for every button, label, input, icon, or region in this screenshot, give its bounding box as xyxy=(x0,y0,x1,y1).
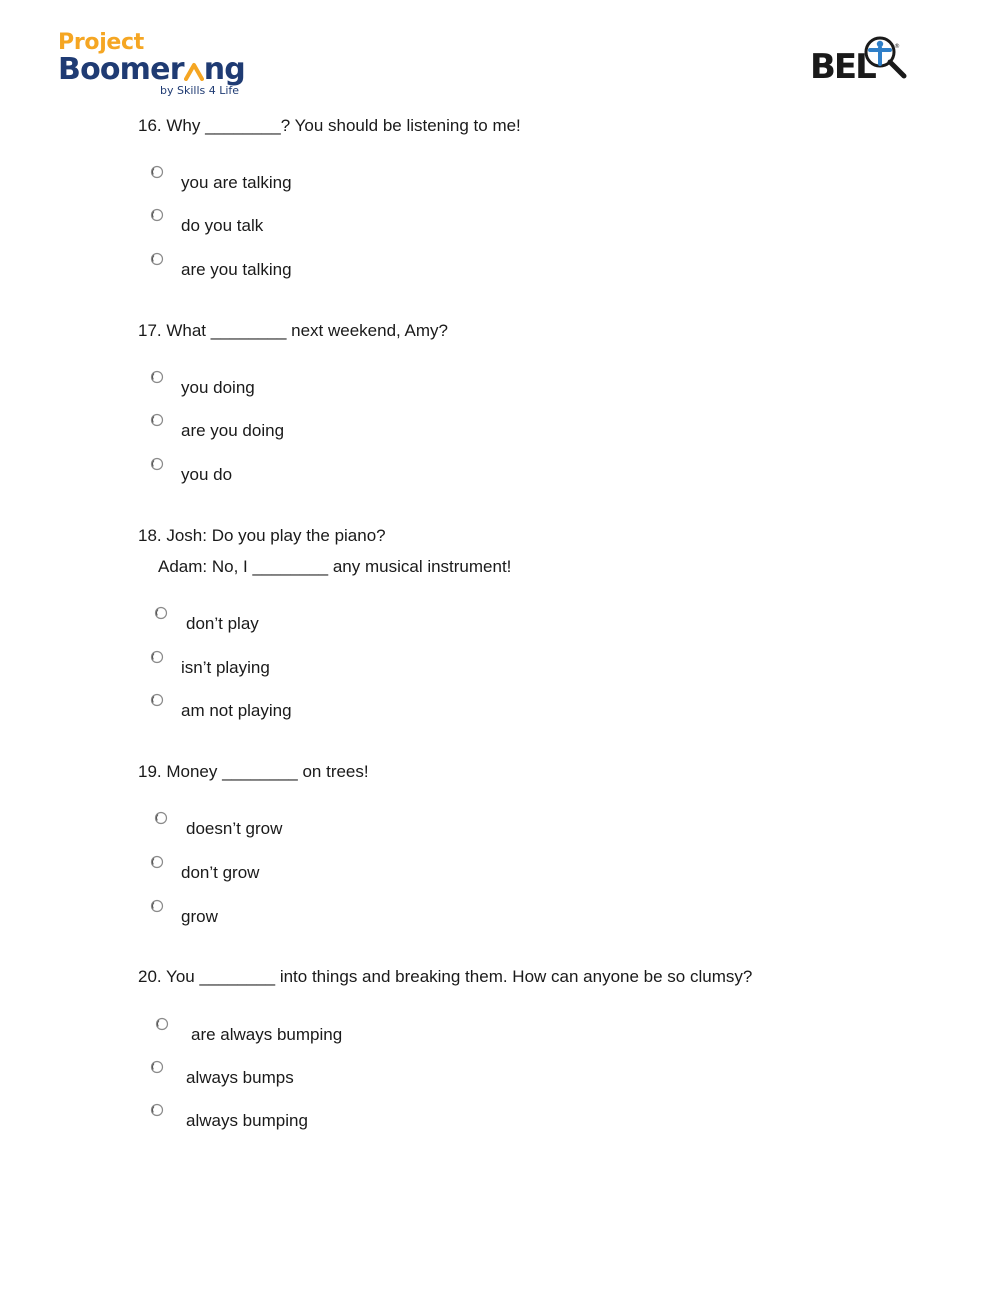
radio-button-icon[interactable] xyxy=(150,693,164,707)
radio-button-icon[interactable] xyxy=(155,1017,169,1031)
option-label: doesn’t grow xyxy=(186,819,283,838)
logo-boomerang-part1: Boomer xyxy=(58,52,184,87)
option-label: isn’t playing xyxy=(181,658,270,677)
project-boomerang-logo xyxy=(58,30,268,100)
logo-boomerang-part2: ng xyxy=(203,52,245,87)
question-18-prompt: 18. Josh: Do you play the piano? xyxy=(138,526,386,545)
logo-boomerang-text xyxy=(58,52,245,88)
option-label: grow xyxy=(181,907,218,926)
belt-logo-icon xyxy=(808,34,918,84)
option-label: are always bumping xyxy=(191,1025,343,1044)
svg-text:®: ® xyxy=(894,43,900,50)
question-18-prompt-line2: Adam: No, I ________ any musical instrument! xyxy=(158,557,512,576)
question-17-prompt: 17. What ________ next weekend, Amy? xyxy=(138,321,448,340)
option-label: you doing xyxy=(181,378,255,397)
radio-button-icon[interactable] xyxy=(150,208,164,222)
radio-button-icon[interactable] xyxy=(150,1103,164,1117)
logo-project-text: Project xyxy=(58,30,145,55)
option-label: don’t grow xyxy=(181,863,260,882)
radio-button-icon[interactable] xyxy=(150,1060,164,1074)
option-label: do you talk xyxy=(181,216,264,235)
radio-button-icon[interactable] xyxy=(150,855,164,869)
belt-logo xyxy=(808,34,918,84)
question-20-prompt: 20. You ________ into things and breaking them. How can anyone be so clumsy? xyxy=(138,967,753,986)
option-label: you do xyxy=(181,465,233,484)
boomerang-chevron-icon xyxy=(184,59,204,79)
radio-button-icon[interactable] xyxy=(150,650,164,664)
logo-tagline: by Skills 4 Life xyxy=(160,84,240,97)
option-label: always bumping xyxy=(186,1111,308,1130)
radio-button-icon[interactable] xyxy=(154,606,168,620)
option-label: are you talking xyxy=(181,260,292,279)
radio-button-icon[interactable] xyxy=(150,165,164,179)
option-label: always bumps xyxy=(186,1068,294,1087)
radio-button-icon[interactable] xyxy=(150,457,164,471)
radio-button-icon[interactable] xyxy=(150,370,164,384)
belt-logo-text: BEL xyxy=(810,47,875,84)
question-19-prompt: 19. Money ________ on trees! xyxy=(138,762,369,781)
option-label: am not playing xyxy=(181,701,292,720)
radio-button-icon[interactable] xyxy=(150,899,164,913)
option-label: you are talking xyxy=(181,173,292,192)
radio-button-icon[interactable] xyxy=(154,811,168,825)
question-16-prompt: 16. Why ________? You should be listening to me! xyxy=(138,116,521,135)
option-label: don’t play xyxy=(186,614,259,633)
option-label: are you doing xyxy=(181,421,285,440)
radio-button-icon[interactable] xyxy=(150,252,164,266)
radio-button-icon[interactable] xyxy=(150,413,164,427)
